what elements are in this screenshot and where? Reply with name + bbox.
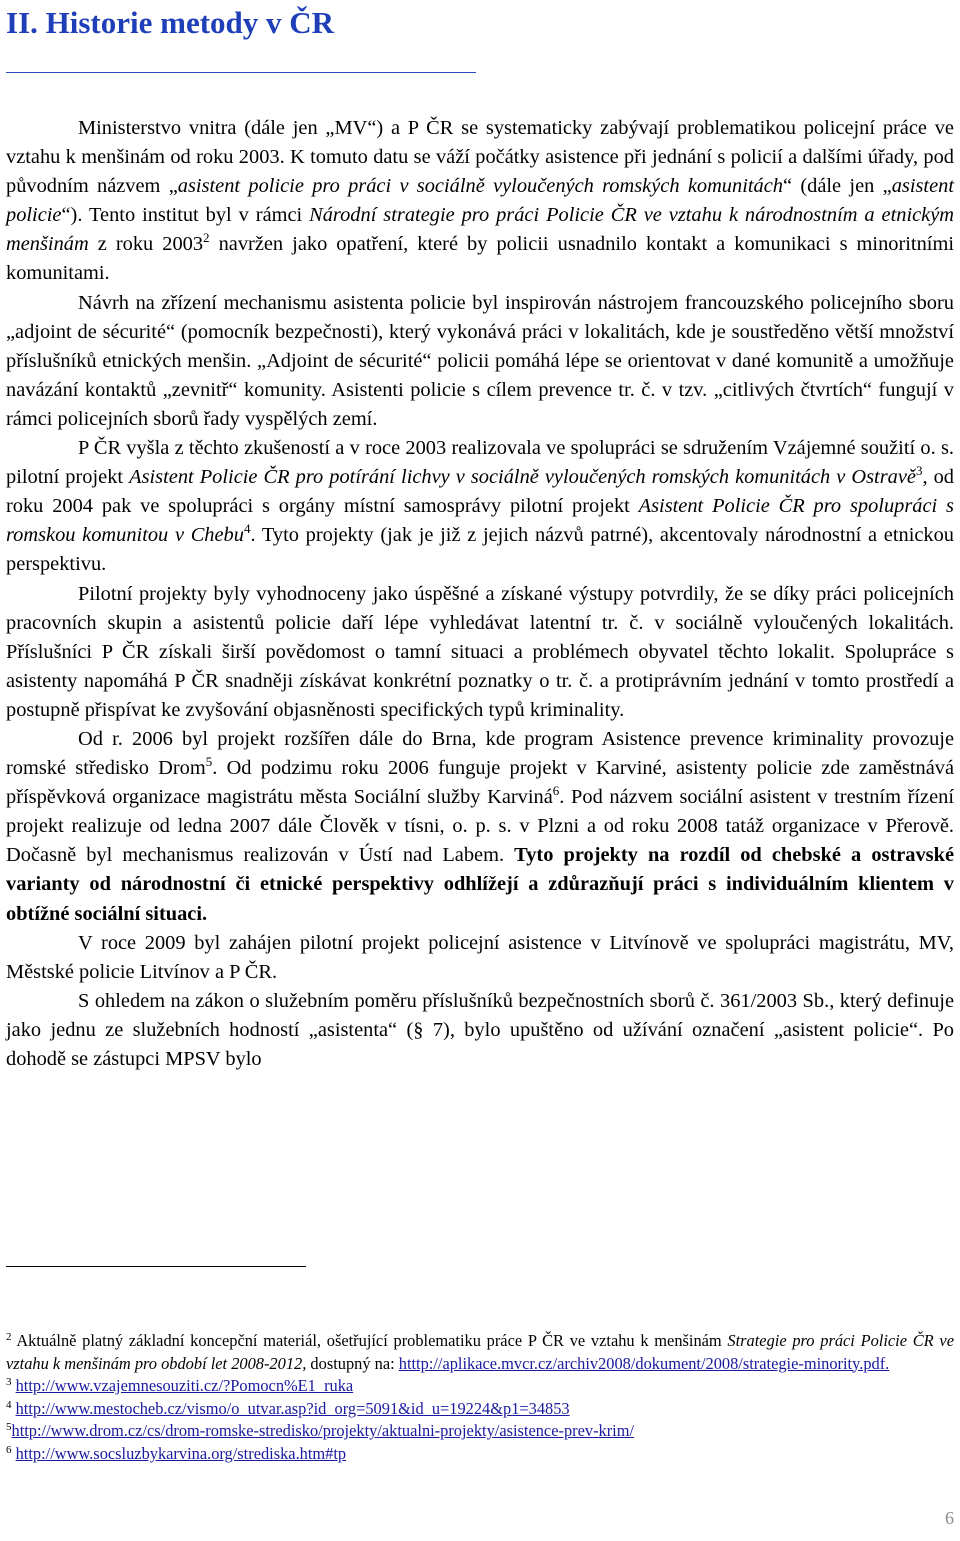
footnotes — [6, 1330, 954, 1466]
footnote-link-3[interactable]: http://www.vzajemnesouziti.cz/?Pomocn%E1_ruka — [15, 1376, 354, 1396]
footnote-link-2[interactable]: htttp://aplikace.mvcr.cz/archiv2008/dokument/2008/strategie-minority.pdf. — [398, 1353, 890, 1373]
paragraph-7: S ohledem na zákon o služebním poměru příslušníků bezpečnostních sborů č. 361/2003 Sb., který definuje jako jednu ze služebních hodností „asistenta“ (§ 7), bylo upuštěno od užívání označení „asistent policie“. Po dohodě se zástupci MPSV bylo — [6, 989, 954, 1070]
footnote-6: $^6$ http://www.socsluzbykarvina.org/strediska.htm#tp — [6, 1443, 347, 1463]
footnote-ref-6[interactable]: 6 — [552, 783, 560, 799]
footnote-ref-5[interactable]: 5 — [205, 754, 213, 770]
footnote-ref-4[interactable]: 4 — [243, 521, 251, 537]
paragraph-3: P ČR vyšla z těchto zkušeností a v roce 2003 realizovala ve spolupráci se sdružením Vzájemné soužití o. s. pilotní projekt Asistent Policie ČR pro potírání lichvy v sociálně vyloučených romských komunitách v Ostravě$^3$, od roku 2004 pak ve spolupráci s orgány místní samosprávy pilotní projekt Asistent Policie ČR pro spolupráci s romskou komunitou v Chebu$^4$. Tyto projekty (jak je již z jejich názvů patrné), akcentovaly národnostní a etnickou perspektivu. — [6, 437, 955, 576]
page-number: 6 — [945, 1508, 954, 1528]
footnote-3: $^3$ http://www.vzajemnesouziti.cz/?Pomocn%E1_ruka — [6, 1376, 354, 1396]
emphasized-statement: Tyto projekty na rozdíl od chebské a ostravské varianty od národnostní či etnické perspektivy odhlížejí a zdůrazňují práci s individuálním klientem v obtížné sociální situaci. — [6, 844, 955, 925]
paragraph-2: Návrh na zřízení mechanismu asistenta policie byl inspirován nástrojem francouzského policejního sboru „adjoint de sécurité“ (pomocník bezpečnosti), který vykonává práci v lokalitách, kde je soustředěno větší množství příslušníků etnických menšin. „Adjoint de sécurité“ policii pomáhá lépe se orientovat v dané komunitě a umožňuje navázání kontaktů „zevnitř“ komunity. Asistenti policie s cílem prevence tr. č. v tzv. „citlivých čtvrtích“ fungují v rámci policejních sborů řady vyspělých zemí. — [6, 291, 954, 430]
paragraph-6: V roce 2009 byl zahájen pilotní projekt policejní asistence v Litvínově ve spolupráci magistrátu, MV, Městské policie Litvínov a P ČR. — [6, 931, 954, 983]
footnote-link-6[interactable]: http://www.socsluzbykarvina.org/strediska.htm#tp — [15, 1443, 347, 1463]
paragraph-5: Od r. 2006 byl projekt rozšířen dále do Brna, kde program Asistence prevence kriminality provozuje romské středisko Drom$^5$. Od podzimu roku 2006 funguje projekt v Karviné, asistenty policie zde zaměstnává příspěvková organizace magistrátu města Sociální služby Karviná$^6$. Pod názvem sociální asistent v trestním řízení projekt realizuje od ledna 2007 dále Člověk v tísni, o. p. s. v Plzni a od roku 2008 tatáž organizace v Přerově. Dočasně byl mechanismus realizován v Ústí nad Labem. Tyto projekty na rozdíl od chebské a ostravské varianty od národnostní či etnické perspektivy odhlížejí a zdůrazňují práci s individuálním klientem v obtížné sociální situaci. — [6, 727, 955, 925]
section-heading: II. Historie metody v ČR — [6, 5, 335, 40]
footnote-2: $^2$ Aktuálně platný základní koncepční materiál, ošetřující problematiku práce P ČR ve vztahu k menšinám Strategie pro práci Policie ČR ve vztahu k menšinám pro období let 2008-2012, dostupný na: htttp://aplikace.mvcr.cz/archiv2008/dokument/2008/strategie-minority.pdf. — [6, 1331, 954, 1373]
footnote-ref-2[interactable]: 2 — [203, 230, 210, 246]
footnote-link-4[interactable]: http://www.mestocheb.cz/vismo/o_utvar.asp?id_org=5091&id_u=19224&p1=34853 — [15, 1398, 570, 1418]
heading-underline-rule — [6, 72, 476, 73]
body-text — [6, 114, 954, 1074]
footnote-link-5[interactable]: http://www.drom.cz/cs/drom-romske-stredisko/projekty/aktualni-projekty/asistence-prev-krim/ — [11, 1421, 635, 1441]
footnote-ref-3[interactable]: 3 — [915, 463, 923, 479]
footnote-5: $^5$http://www.drom.cz/cs/drom-romske-stredisko/projekty/aktualni-projekty/asistence-prev-krim/ — [6, 1421, 635, 1441]
footnote-4: $^4$ http://www.mestocheb.cz/vismo/o_utvar.asp?id_org=5091&id_u=19224&p1=34853 — [6, 1398, 570, 1418]
paragraph-1: Ministerstvo vnitra (dále jen „MV“) a P ČR se systematicky zabývají problematikou policejní práce ve vztahu k menšinám od roku 2003. K tomuto datu se váží počátky asistence při jednání s policií a dalšími úřady, pod původním názvem „asistent policie pro práci v sociálně vyloučených romských komunitách“ (dále jen „asistent policie“). Tento institut byl v rámci Národní strategie pro práci Policie ČR ve vztahu k národnostním a etnickým menšinám z roku 2003$^2$ navržen jako opatření, které by policii usnadnilo kontakt a komunikaci s minoritními komunitami. — [6, 117, 954, 285]
paragraph-4: Pilotní projekty byly vyhodnoceny jako úspěšné a získané výstupy potvrdily, že se díky práci policejních pracovních skupin a asistentů policie daří lépe vyhledávat latentní tr. č. v sociálně vyloučených lokalitách. Příslušníci P ČR získali širší povědomost o tamní situaci a problémech obyvatel těchto lokalit. Spolupráce s asistenty napomáhá P ČR snadněji získávat konkrétní poznatky o tr. č. a protiprávním jednání v tomto prostředí a postupně přispívat ke zvyšování objasněnosti specifických typů kriminality. — [6, 582, 954, 721]
footnote-separator — [6, 1266, 306, 1267]
